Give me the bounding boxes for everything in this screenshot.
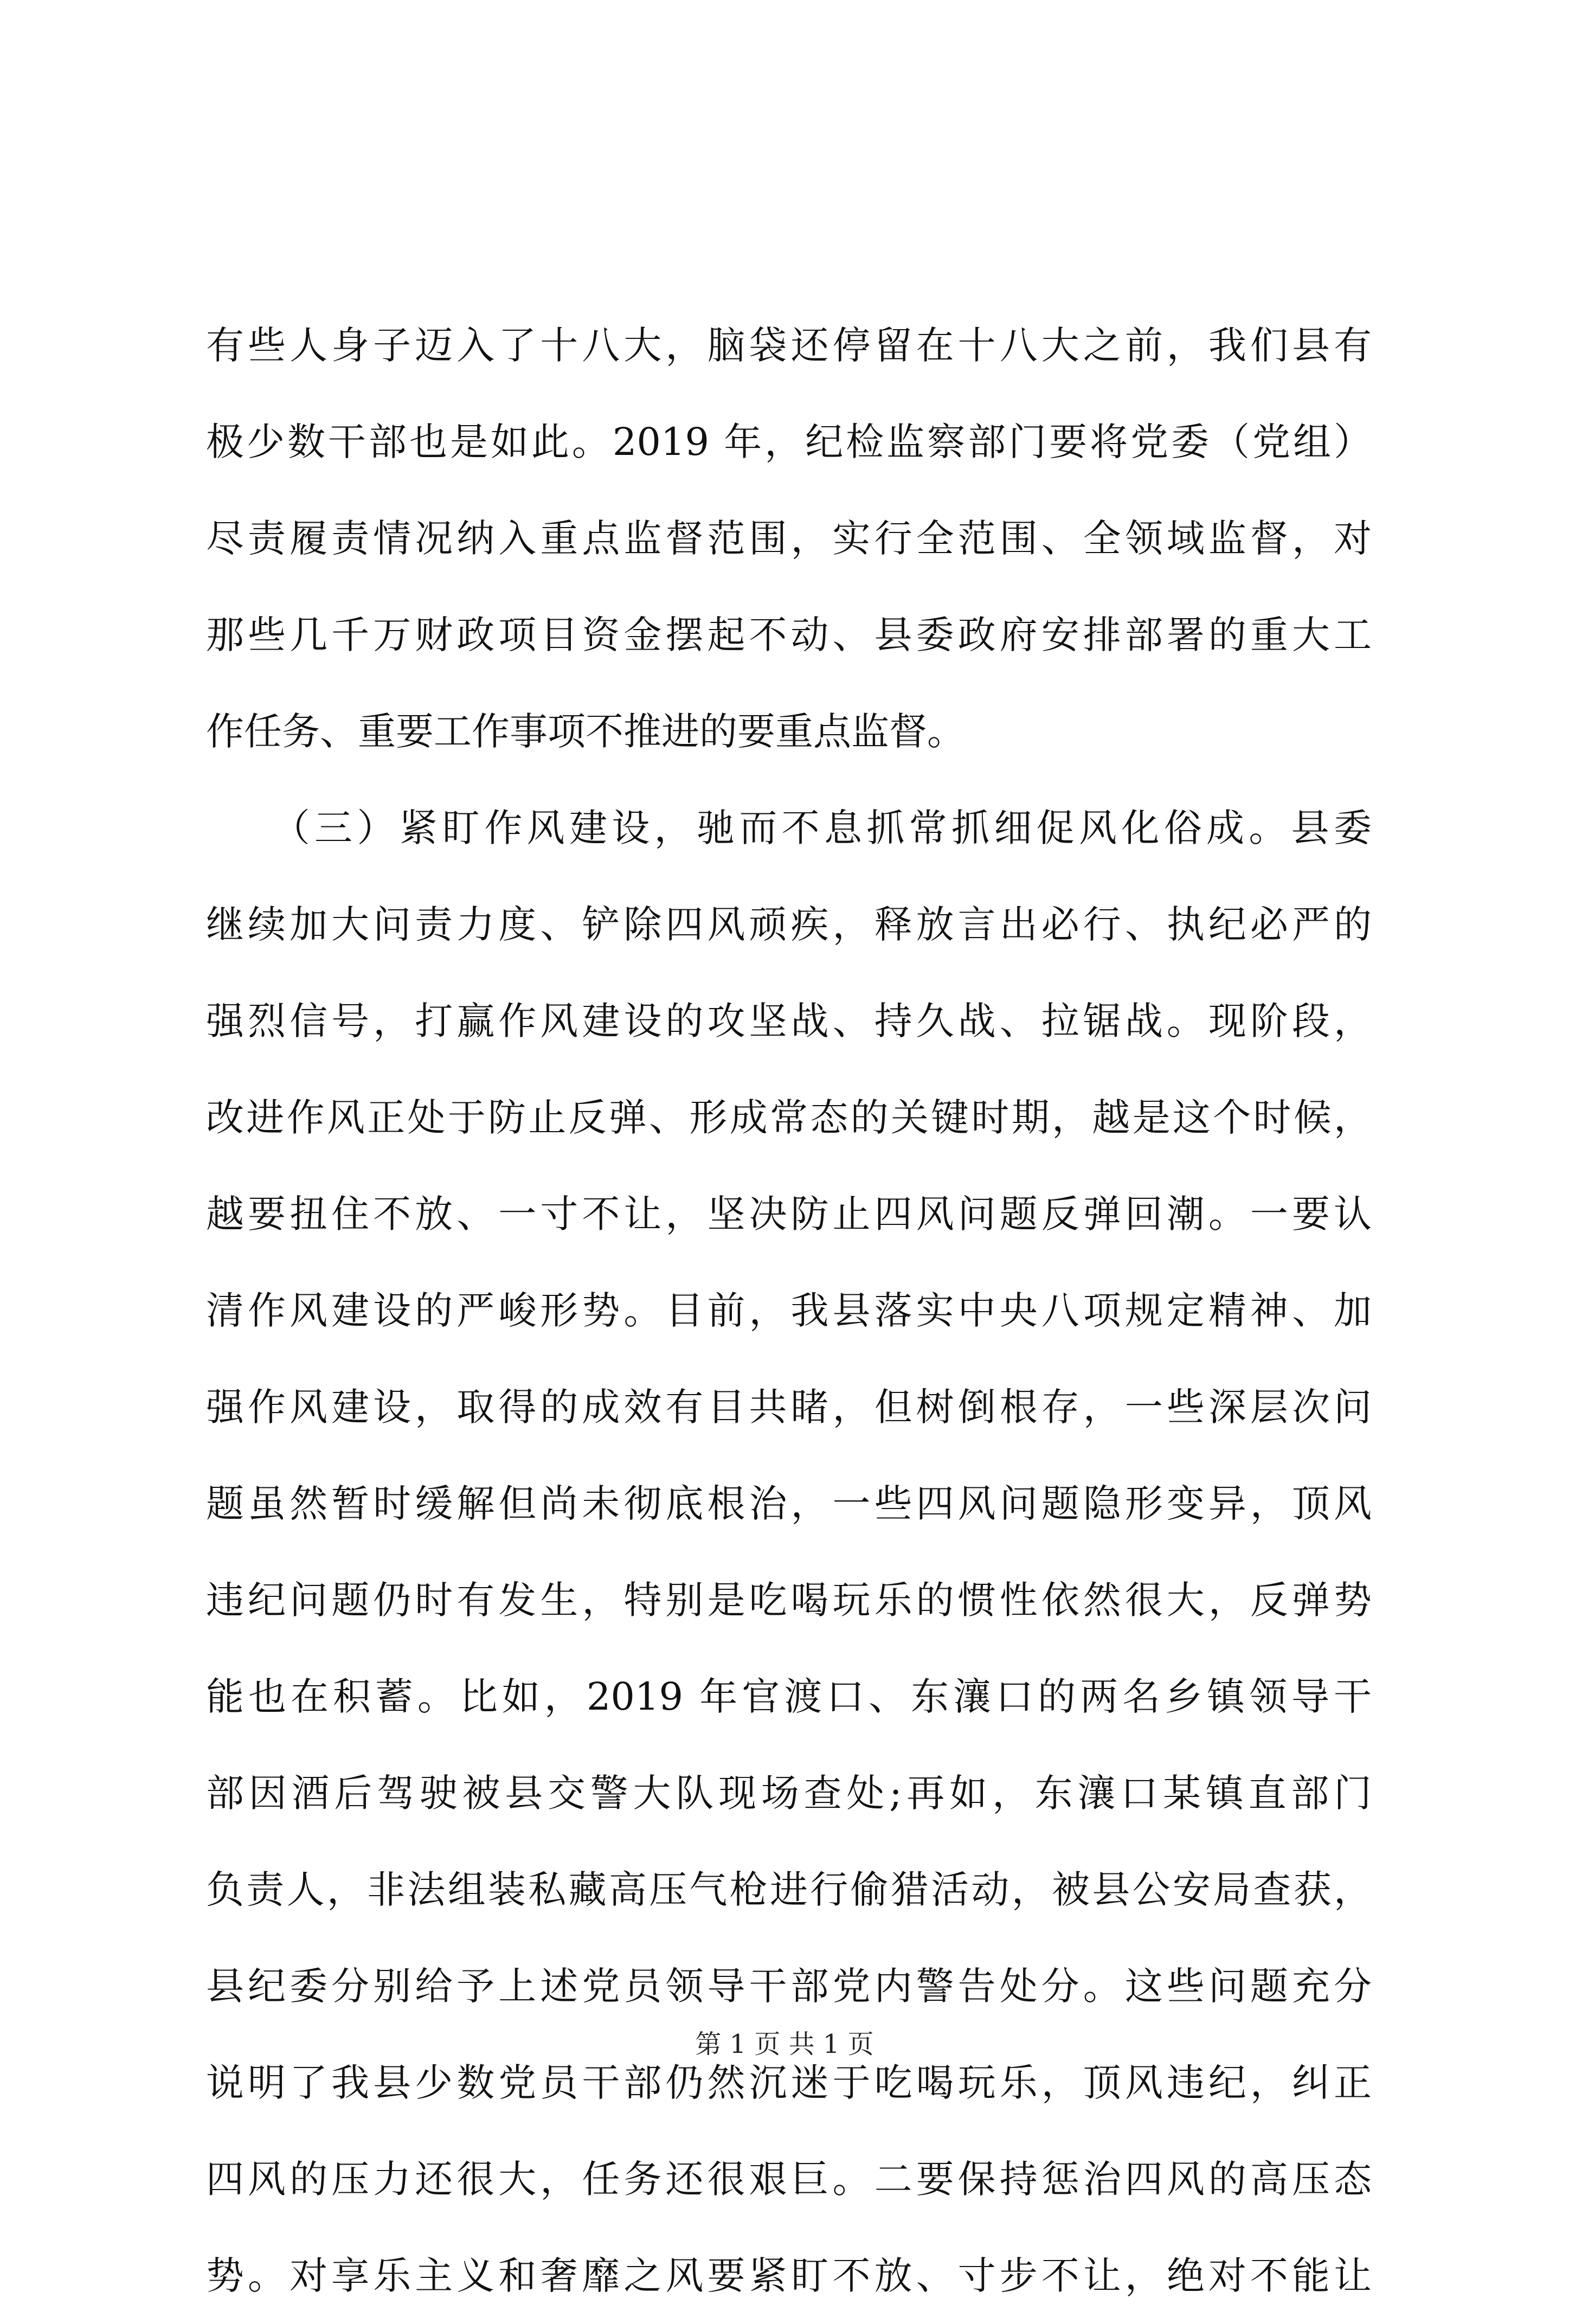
text-line: 能也在积蓄。比如，2019 年官渡口、东瀼口的两名乡镇领导干 <box>206 1674 1372 1719</box>
text-line: （三）紧盯作风建设，驰而不息抓常抓细促风化俗成。县委 <box>206 806 1372 850</box>
page-number-footer: 第 1 页 共 1 页 <box>695 2029 874 2059</box>
text-line: 尽责履责情况纳入重点监督范围，实行全范围、全领域监督，对 <box>206 516 1372 561</box>
text-line: 有些人身子迈入了十八大，脑袋还停留在十八大之前，我们县有 <box>206 323 1372 368</box>
text-line: 越要扭住不放、一寸不让，坚决防止四风问题反弹回潮。一要认 <box>206 1192 1372 1236</box>
text-line: 违纪问题仍时有发生，特别是吃喝玩乐的惯性依然很大，反弹势 <box>206 1578 1372 1622</box>
text-line: 改进作风正处于防止反弹、形成常态的关键时期，越是这个时候， <box>206 1095 1372 1140</box>
text-line: 作任务、重要工作事项不推进的要重点监督。 <box>206 709 965 754</box>
text-line: 继续加大问责力度、铲除四风顽疾，释放言出必行、执纪必严的 <box>206 902 1372 947</box>
text-line: 县纪委分别给予上述党员领导干部党内警告处分。这些问题充分 <box>206 1964 1372 2008</box>
text-line: 负责人，非法组装私藏高压气枪进行偷猎活动，被县公安局查获， <box>206 1867 1372 1912</box>
text-line: 部因酒后驾驶被县交警大队现场查处;再如，东瀼口某镇直部门 <box>206 1771 1372 1815</box>
text-line: 说明了我县少数党员干部仍然沉迷于吃喝玩乐，顶风违纪，纠正 <box>206 2060 1372 2105</box>
body-text <box>206 297 1372 2324</box>
text-line: 四风的压力还很大，任务还很艰巨。二要保持惩治四风的高压态 <box>206 2157 1372 2201</box>
text-line: 清作风建设的严峻形势。目前，我县落实中央八项规定精神、加 <box>206 1288 1372 1333</box>
text-line: 题虽然暂时缓解但尚未彻底根治，一些四风问题隐形变异，顶风 <box>206 1481 1372 1526</box>
text-line: 强作风建设，取得的成效有目共睹，但树倒根存，一些深层次问 <box>206 1385 1372 1429</box>
text-line: 那些几千万财政项目资金摆起不动、县委政府安排部署的重大工 <box>206 613 1372 657</box>
text-line: 强烈信号，打赢作风建设的攻坚战、持久战、拉锯战。现阶段， <box>206 999 1372 1043</box>
text-line: 极少数干部也是如此。2019 年，纪检监察部门要将党委（党组） <box>206 420 1372 464</box>
text-line: 势。对享乐主义和奢靡之风要紧盯不放、寸步不让，绝对不能让 <box>206 2254 1372 2298</box>
